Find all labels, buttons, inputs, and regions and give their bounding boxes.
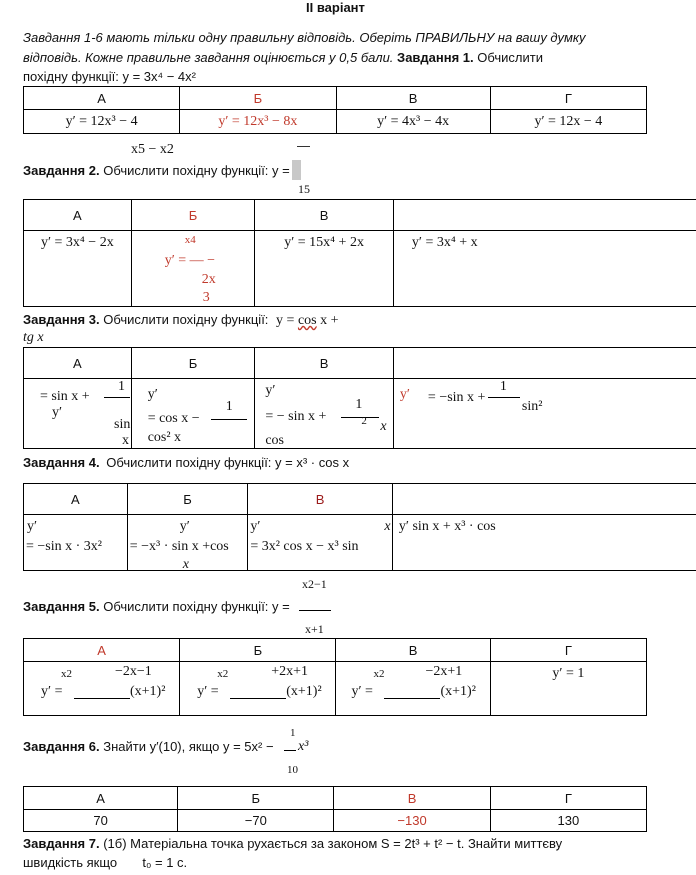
task1-header-d: Г bbox=[490, 87, 646, 110]
task5-answer-a bbox=[24, 662, 180, 716]
task6-answer-c: −130 bbox=[334, 810, 490, 832]
task4-b-x: x bbox=[182, 557, 189, 572]
task2-table bbox=[23, 199, 696, 307]
task4-answer-b bbox=[127, 515, 248, 571]
task3-a-den2: x bbox=[122, 433, 129, 448]
task1-question: похідну функції: y = 3x⁴ − 4x² bbox=[23, 69, 196, 84]
task4-answer-a bbox=[24, 515, 128, 571]
task3-c-x: x bbox=[380, 419, 387, 434]
task2-b-x4: x4 bbox=[184, 234, 196, 246]
task1-answer-b: y′ = 12x³ − 8x bbox=[180, 110, 336, 134]
task3-b-den: cos² x bbox=[147, 430, 182, 445]
task3-header-d bbox=[393, 348, 696, 379]
task3-answer-c bbox=[255, 379, 394, 449]
task4-d-main: y′ sin x + x³ · cos bbox=[398, 519, 496, 534]
intro-text: відповідь. Кожне правильне завдання оцінюється у 0,5 бали. bbox=[23, 50, 394, 65]
task3-question bbox=[23, 312, 339, 329]
task6-label: Завдання 6. bbox=[23, 739, 100, 754]
task3-a-y: y′ bbox=[52, 405, 63, 420]
task5-numerator: x2−1 bbox=[302, 577, 327, 591]
task4-a-y: y′ bbox=[27, 519, 38, 534]
task4-a-main: = −sin x · 3x² bbox=[26, 539, 102, 554]
task5-header-b: Б bbox=[180, 639, 336, 662]
task5-c-den: (x+1)² bbox=[440, 684, 476, 699]
task2-answer-b bbox=[131, 231, 255, 307]
task5-b-num: +2x+1 bbox=[271, 664, 309, 679]
task5-label: Завдання 5. bbox=[23, 599, 100, 614]
task2-numerator: x5 − x2 bbox=[131, 142, 174, 157]
task3-a-one: 1 bbox=[118, 379, 125, 394]
task5-text: Обчислити похідну функції: y = bbox=[103, 599, 290, 614]
task3-answer-b bbox=[131, 379, 255, 449]
task3-d-fracline bbox=[488, 397, 520, 398]
task6-fracline bbox=[284, 750, 296, 751]
task2-denominator: 15 bbox=[298, 182, 310, 196]
task4-answer-c bbox=[248, 515, 393, 571]
task2-b-3: 3 bbox=[202, 290, 210, 305]
task4-b-y: y′ bbox=[179, 519, 190, 534]
task3-func: y = cos x + bbox=[276, 313, 339, 328]
task4-label: Завдання 4. bbox=[23, 455, 100, 470]
task3-b-main: = cos x − bbox=[147, 411, 200, 426]
task6-table bbox=[23, 786, 647, 832]
task3-answer-a bbox=[24, 379, 132, 449]
task4-question bbox=[23, 455, 349, 470]
task5-question bbox=[23, 599, 290, 614]
task2-header-a: А bbox=[24, 200, 132, 231]
task3-header-c: В bbox=[255, 348, 394, 379]
task3-answer-d bbox=[393, 379, 696, 449]
task5-header-d: Г bbox=[490, 639, 646, 662]
task4-answer-d bbox=[392, 515, 696, 571]
task5-b-sq: x2 bbox=[217, 668, 229, 680]
task4-b-main: = −x³ · sin x +cos bbox=[129, 539, 229, 554]
task2-highlight bbox=[292, 160, 301, 180]
task5-b-y: y′ = bbox=[197, 684, 219, 699]
task5-answer-b bbox=[180, 662, 336, 716]
task1-header-b: Б bbox=[180, 87, 336, 110]
task7-line2: швидкість якщо t₀ = 1 с. bbox=[23, 855, 188, 870]
task5-c-y: y′ = bbox=[351, 684, 373, 699]
task2-label: Завдання 2. bbox=[23, 163, 100, 178]
task5-header-a: А bbox=[24, 639, 180, 662]
page-title: ІІ варіант bbox=[306, 0, 365, 15]
task5-b-den: (x+1)² bbox=[286, 684, 322, 699]
task2-header-c: В bbox=[255, 200, 394, 231]
task1-table bbox=[23, 86, 647, 134]
task3-a-den1: sin bbox=[114, 417, 131, 432]
task1-answer-a: y′ = 12x³ − 4 bbox=[24, 110, 180, 134]
task4-c-x: x bbox=[384, 519, 391, 534]
task1-label: Завдання 1. bbox=[397, 50, 474, 65]
task3-b-y: y′ bbox=[147, 387, 158, 402]
task5-a-sq: x2 bbox=[61, 668, 72, 680]
task3-c-main: = − sin x + bbox=[265, 409, 327, 424]
task4-header-d bbox=[392, 484, 696, 515]
task3-d-den: sin² bbox=[521, 399, 543, 414]
task5-answer-c bbox=[336, 662, 490, 716]
task3-table bbox=[23, 347, 696, 449]
task3-header-a: А bbox=[24, 348, 132, 379]
task4-c-y: y′ bbox=[250, 519, 261, 534]
task4-table bbox=[23, 483, 696, 571]
task2-header-d bbox=[393, 200, 696, 231]
task2-answer-c: y′ = 15x⁴ + 2x bbox=[255, 231, 394, 307]
task2-b-main: y′ = — − bbox=[164, 253, 216, 268]
task1-answer-d: y′ = 12x − 4 bbox=[490, 110, 646, 134]
task1-header-c: В bbox=[336, 87, 490, 110]
task3-d-y: y′ bbox=[399, 387, 410, 402]
task5-a-fracline bbox=[74, 698, 130, 699]
task5-table bbox=[23, 638, 647, 716]
task5-denominator: x+1 bbox=[305, 622, 324, 636]
task1-header-a: А bbox=[24, 87, 180, 110]
task3-text: Обчислити похідну функції: bbox=[103, 312, 269, 327]
task5-fracline bbox=[299, 610, 331, 611]
task5-c-fracline bbox=[384, 698, 440, 699]
task1-text: Обчислити bbox=[477, 50, 543, 65]
task7-label: Завдання 7. bbox=[23, 836, 100, 851]
task5-header-c: В bbox=[336, 639, 490, 662]
task5-c-sq: x2 bbox=[373, 668, 385, 680]
task6-question bbox=[23, 739, 274, 754]
task2-answer-d: y′ = 3x⁴ + x bbox=[393, 231, 696, 307]
task3-c-den: cos bbox=[265, 433, 284, 448]
task3-header-b: Б bbox=[131, 348, 255, 379]
task6-frac-num: 1 bbox=[290, 727, 296, 739]
task5-c-num: −2x+1 bbox=[425, 664, 463, 679]
task3-b-one: 1 bbox=[225, 399, 233, 414]
task3-b-fracline bbox=[211, 419, 247, 420]
task6-header-d: Г bbox=[490, 787, 646, 810]
task6-xcube: x³ bbox=[298, 739, 309, 754]
task5-answer-d: y′ = 1 bbox=[490, 662, 646, 716]
task4-text: Обчислити похідну функції: y = x³ · cos x bbox=[106, 455, 350, 470]
task6-frac-den: 10 bbox=[287, 764, 298, 776]
task2-b-2x: 2x bbox=[201, 272, 216, 287]
task2-header-b: Б bbox=[131, 200, 255, 231]
task6-answer-d: 130 bbox=[490, 810, 646, 832]
intro-line-1: Завдання 1-6 мають тільки одну правильну відповідь. Оберіть ПРАВИЛЬНУ на вашу думку bbox=[23, 30, 586, 45]
task3-a-fracline bbox=[104, 397, 130, 398]
task5-a-y: y′ = bbox=[41, 684, 63, 699]
task7-question bbox=[23, 836, 562, 851]
task5-a-den: (x+1)² bbox=[130, 684, 166, 699]
task6-answer-a: 70 bbox=[24, 810, 178, 832]
task1-answer-c: y′ = 4x³ − 4x bbox=[336, 110, 490, 134]
task6-header-a: А bbox=[24, 787, 178, 810]
task6-header-c: В bbox=[334, 787, 490, 810]
task7-text: (1б) Матеріальна точка рухається за законом S = 2t³ + t² − t. Знайти миттєву bbox=[103, 836, 563, 851]
task3-c-y: y′ bbox=[265, 383, 276, 398]
task5-a-num: −2x−1 bbox=[115, 664, 152, 679]
task4-header-a: А bbox=[24, 484, 128, 515]
task6-header-b: Б bbox=[178, 787, 334, 810]
task2-question bbox=[23, 163, 290, 178]
task3-c-one: 1 bbox=[355, 397, 363, 412]
task3-func-tg: tg x bbox=[23, 330, 44, 345]
task3-a-main: = sin x + bbox=[40, 389, 90, 404]
task4-c-main: = 3x² cos x − x³ sin bbox=[250, 539, 359, 554]
task3-c-two: 2 bbox=[361, 415, 367, 427]
intro-line-2 bbox=[23, 50, 543, 65]
task6-text: Знайти y′(10), якщо y = 5x² − bbox=[103, 739, 274, 754]
task6-answer-b: −70 bbox=[178, 810, 334, 832]
task2-bar: — bbox=[297, 138, 310, 153]
task3-label: Завдання 3. bbox=[23, 312, 100, 327]
task3-d-one: 1 bbox=[499, 379, 507, 394]
task4-header-c: В bbox=[248, 484, 393, 515]
task4-header-b: Б bbox=[127, 484, 248, 515]
task2-answer-a: y′ = 3x⁴ − 2x bbox=[24, 231, 132, 307]
task5-b-fracline bbox=[230, 698, 286, 699]
task3-d-main: = −sin x + bbox=[427, 390, 486, 405]
task2-text: Обчислити похідну функції: y = bbox=[103, 163, 290, 178]
task3-c-fracline bbox=[341, 417, 379, 418]
